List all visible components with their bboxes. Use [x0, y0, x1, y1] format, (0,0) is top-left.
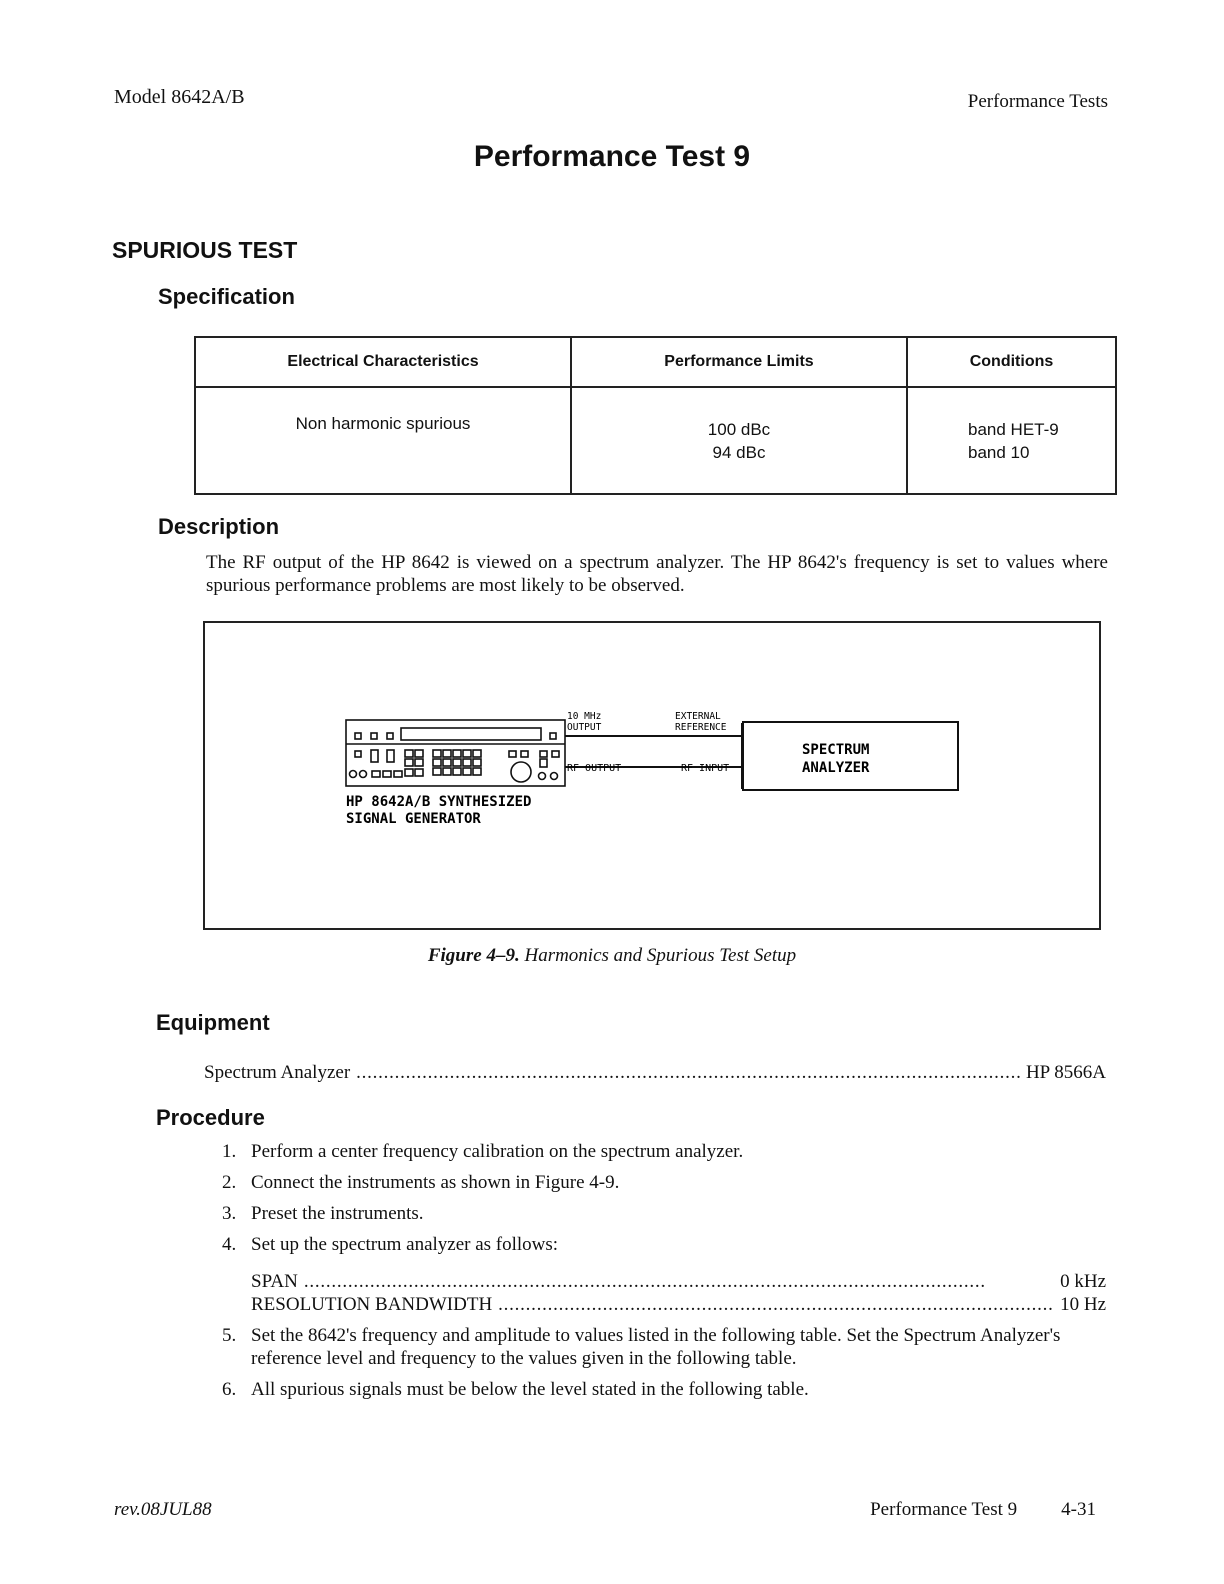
step-text: Set up the spectrum analyzer as follows: — [251, 1234, 559, 1255]
step-text: Preset the instruments. — [251, 1203, 424, 1224]
step-text: Set the 8642's frequency and amplitude to values listed in the following table. Set the Spectrum Analyzer's reference level and frequency to the values given in the following table. — [251, 1325, 1061, 1369]
table-header-row — [195, 337, 1116, 387]
column-header: Performance Limits — [571, 337, 907, 387]
equipment-item — [204, 1062, 1106, 1084]
list-item — [222, 1233, 1106, 1256]
test-setup-diagram — [205, 623, 1099, 928]
step-text: Perform a center frequency calibration on the spectrum analyzer. — [251, 1141, 744, 1162]
header-section: Performance Tests — [967, 91, 1108, 112]
generator-label: HP 8642A/B SYNTHESIZED — [346, 794, 532, 810]
step-text: Connect the instruments as shown in Figure 4-9. — [251, 1172, 620, 1193]
step-number: 4. — [222, 1234, 237, 1255]
equipment-model: HP 8566A — [1025, 1062, 1106, 1083]
step-number: 6. — [222, 1379, 237, 1400]
list-item — [222, 1202, 1106, 1225]
setting-row — [251, 1293, 1106, 1316]
section-title: SPURIOUS TEST — [112, 237, 298, 263]
figure-caption — [0, 945, 1224, 967]
limits-cell — [571, 387, 907, 494]
conditions-cell — [907, 387, 1116, 494]
characteristic-cell: Non harmonic spurious — [195, 387, 571, 494]
dot-leader — [498, 1293, 1054, 1316]
step-text: All spurious signals must be below the level stated in the following table. — [251, 1379, 809, 1400]
description-heading: Description — [158, 514, 280, 539]
footer-page-info — [870, 1499, 1096, 1521]
list-item — [222, 1378, 1106, 1401]
procedure-steps — [222, 1140, 1106, 1409]
specification-heading: Specification — [158, 284, 295, 309]
procedure-heading: Procedure — [156, 1105, 265, 1130]
page-number: 4-31 — [1061, 1499, 1096, 1520]
list-item — [222, 1171, 1106, 1194]
ref-output-label: 10 MHz — [567, 711, 602, 722]
rf-output-label: RF OUTPUT — [567, 763, 622, 774]
setting-value: 0 kHz — [1060, 1271, 1106, 1292]
generator-label: SIGNAL GENERATOR — [346, 811, 481, 827]
equipment-name: Spectrum Analyzer — [204, 1062, 351, 1083]
step-number: 5. — [222, 1325, 237, 1346]
figure-title: Harmonics and Spurious Test Setup — [524, 945, 797, 966]
specification-table — [194, 336, 1117, 495]
limit-value: 94 dBc — [712, 442, 766, 462]
setting-value: 10 Hz — [1060, 1294, 1106, 1315]
list-item — [222, 1324, 1106, 1370]
step-number: 3. — [222, 1203, 237, 1224]
list-item — [222, 1140, 1106, 1163]
footer-title: Performance Test 9 — [870, 1499, 1018, 1520]
condition-value: band 10 — [968, 442, 1030, 462]
page-title: Performance Test 9 — [473, 140, 751, 173]
dot-leader — [304, 1270, 1054, 1293]
step-number: 1. — [222, 1141, 237, 1162]
setting-row — [251, 1270, 1106, 1293]
figure-box — [203, 621, 1101, 930]
step-number: 2. — [222, 1172, 237, 1193]
ext-ref-label: REFERENCE — [675, 722, 727, 733]
signal-generator-icon — [346, 720, 565, 786]
condition-value: band HET-9 — [968, 419, 1059, 439]
ext-ref-label: EXTERNAL — [675, 711, 721, 722]
column-header: Electrical Characteristics — [195, 337, 571, 387]
description-text: The RF output of the HP 8642 is viewed on a spectrum analyzer. The HP 8642's frequency is set to values where spurious performance problems are most likely to be observed. — [206, 552, 1108, 596]
setting-name: SPAN — [251, 1271, 298, 1292]
column-header: Conditions — [907, 337, 1116, 387]
footer-revision: rev.08JUL88 — [114, 1499, 212, 1520]
analyzer-label: ANALYZER — [802, 760, 870, 776]
limit-value: 100 dBc — [707, 419, 771, 439]
setting-name: RESOLUTION BANDWIDTH — [251, 1294, 493, 1315]
ref-output-label: OUTPUT — [567, 722, 602, 733]
equipment-heading: Equipment — [156, 1010, 270, 1035]
analyzer-label: SPECTRUM — [802, 742, 870, 758]
analyzer-settings — [222, 1270, 1106, 1316]
dot-leader — [356, 1062, 1020, 1084]
rf-input-label: RF INPUT — [681, 763, 730, 774]
table-row — [195, 387, 1116, 494]
header-model: Model 8642A/B — [114, 86, 245, 108]
figure-number: Figure 4–9. — [427, 945, 520, 966]
